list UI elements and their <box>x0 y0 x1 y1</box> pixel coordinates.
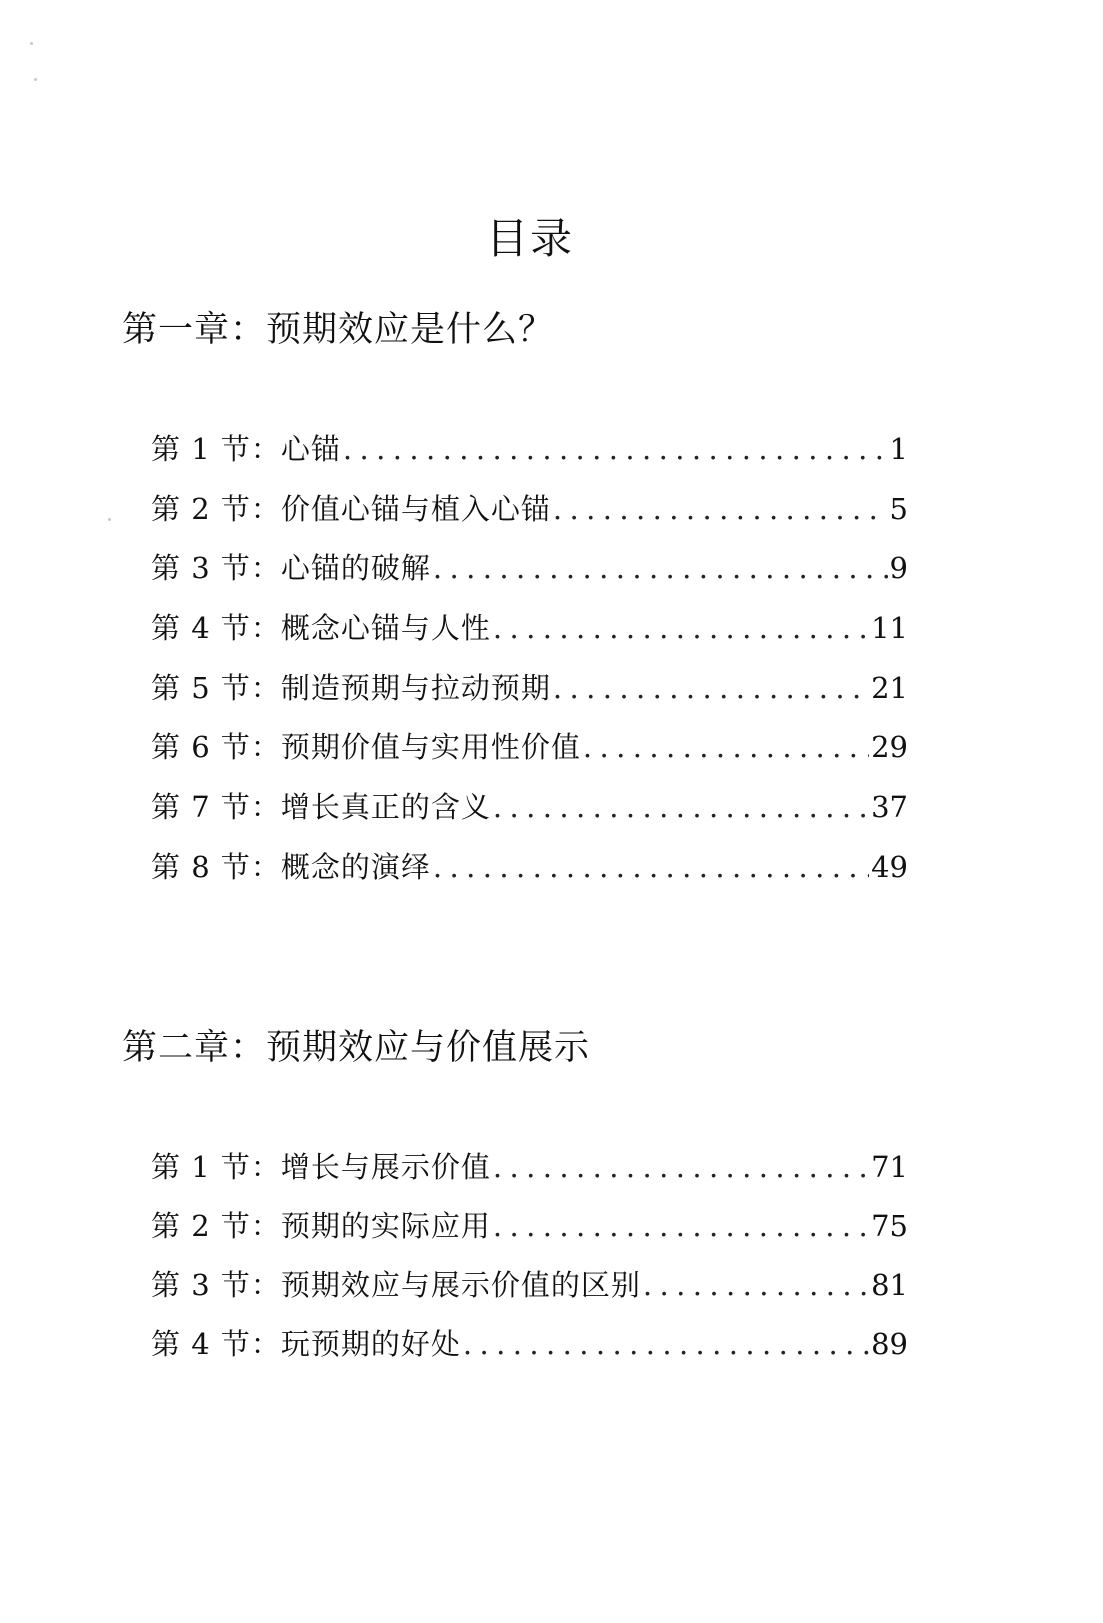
toc-entry[interactable] <box>151 487 908 547</box>
section-list <box>151 427 908 905</box>
dot-leader <box>551 492 888 526</box>
scan-speck <box>108 518 111 521</box>
section-number: 第 8 节： <box>151 849 281 884</box>
toc-entry[interactable] <box>151 785 908 845</box>
chapter-heading: 第二章：预期效应与价值展示 <box>122 1028 591 1068</box>
section-number: 第 3 节： <box>151 551 281 586</box>
section-number: 第 4 节： <box>151 1327 281 1361</box>
page-number: 5 <box>889 491 908 526</box>
section-title: 心锚 <box>280 432 341 466</box>
section-number: 第 3 节： <box>151 1268 281 1302</box>
section-title: 概念心锚与人性 <box>280 611 491 646</box>
section-title: 增长与展示价值 <box>280 1150 491 1184</box>
section-number: 第 2 节： <box>151 491 281 526</box>
section-title: 预期效应与展示价值的区别 <box>280 1268 641 1302</box>
toc-entry[interactable] <box>151 606 908 666</box>
toc-entry[interactable] <box>151 725 908 785</box>
toc-title: 目录 <box>485 214 574 264</box>
section-title: 增长真正的含义 <box>280 790 491 825</box>
dot-leader <box>431 551 888 585</box>
dot-leader <box>581 730 869 764</box>
page-number: 11 <box>871 611 908 646</box>
toc-entry[interactable] <box>151 427 908 487</box>
page-number: 37 <box>871 790 908 825</box>
page-number: 49 <box>871 849 908 884</box>
section-title: 制造预期与拉动预期 <box>280 670 551 705</box>
section-title: 价值心锚与植入心锚 <box>280 491 551 526</box>
section-title: 概念的演绎 <box>280 849 431 884</box>
section-number: 第 6 节： <box>151 730 281 765</box>
toc-entry[interactable] <box>151 1204 908 1263</box>
dot-leader <box>461 1327 869 1361</box>
toc-entry[interactable] <box>151 546 908 606</box>
section-title: 预期的实际应用 <box>280 1209 491 1243</box>
page-number: 71 <box>871 1150 908 1184</box>
dot-leader <box>551 671 869 705</box>
section-number: 第 1 节： <box>151 432 281 466</box>
dot-leader <box>641 1268 869 1302</box>
dot-leader <box>491 611 869 645</box>
dot-leader <box>341 432 888 466</box>
page-number: 9 <box>889 551 908 586</box>
section-title: 预期价值与实用性价值 <box>280 730 581 765</box>
section-number: 第 1 节： <box>151 1150 281 1184</box>
toc-entry[interactable] <box>151 845 908 905</box>
page-number: 1 <box>889 432 908 466</box>
scan-speck <box>34 78 37 81</box>
section-number: 第 5 节： <box>151 670 281 705</box>
section-list <box>151 1145 908 1381</box>
section-number: 第 4 节： <box>151 611 281 646</box>
page-number: 75 <box>871 1209 908 1243</box>
page-number: 89 <box>871 1327 908 1361</box>
scan-speck <box>30 42 33 45</box>
toc-entry[interactable] <box>151 1263 908 1322</box>
toc-entry[interactable] <box>151 1322 908 1381</box>
section-title: 玩预期的好处 <box>280 1327 461 1361</box>
toc-entry[interactable] <box>151 666 908 726</box>
page-number: 21 <box>871 670 908 705</box>
section-title: 心锚的破解 <box>280 551 431 586</box>
dot-leader <box>491 1209 869 1243</box>
toc-entry[interactable] <box>151 1145 908 1204</box>
chapter-heading: 第一章：预期效应是什么？ <box>122 310 555 350</box>
dot-leader <box>491 1150 869 1184</box>
dot-leader <box>431 850 869 884</box>
page-number: 29 <box>871 730 908 765</box>
dot-leader <box>491 790 869 824</box>
section-number: 第 7 节： <box>151 790 281 825</box>
page-number: 81 <box>871 1268 908 1302</box>
section-number: 第 2 节： <box>151 1209 281 1243</box>
